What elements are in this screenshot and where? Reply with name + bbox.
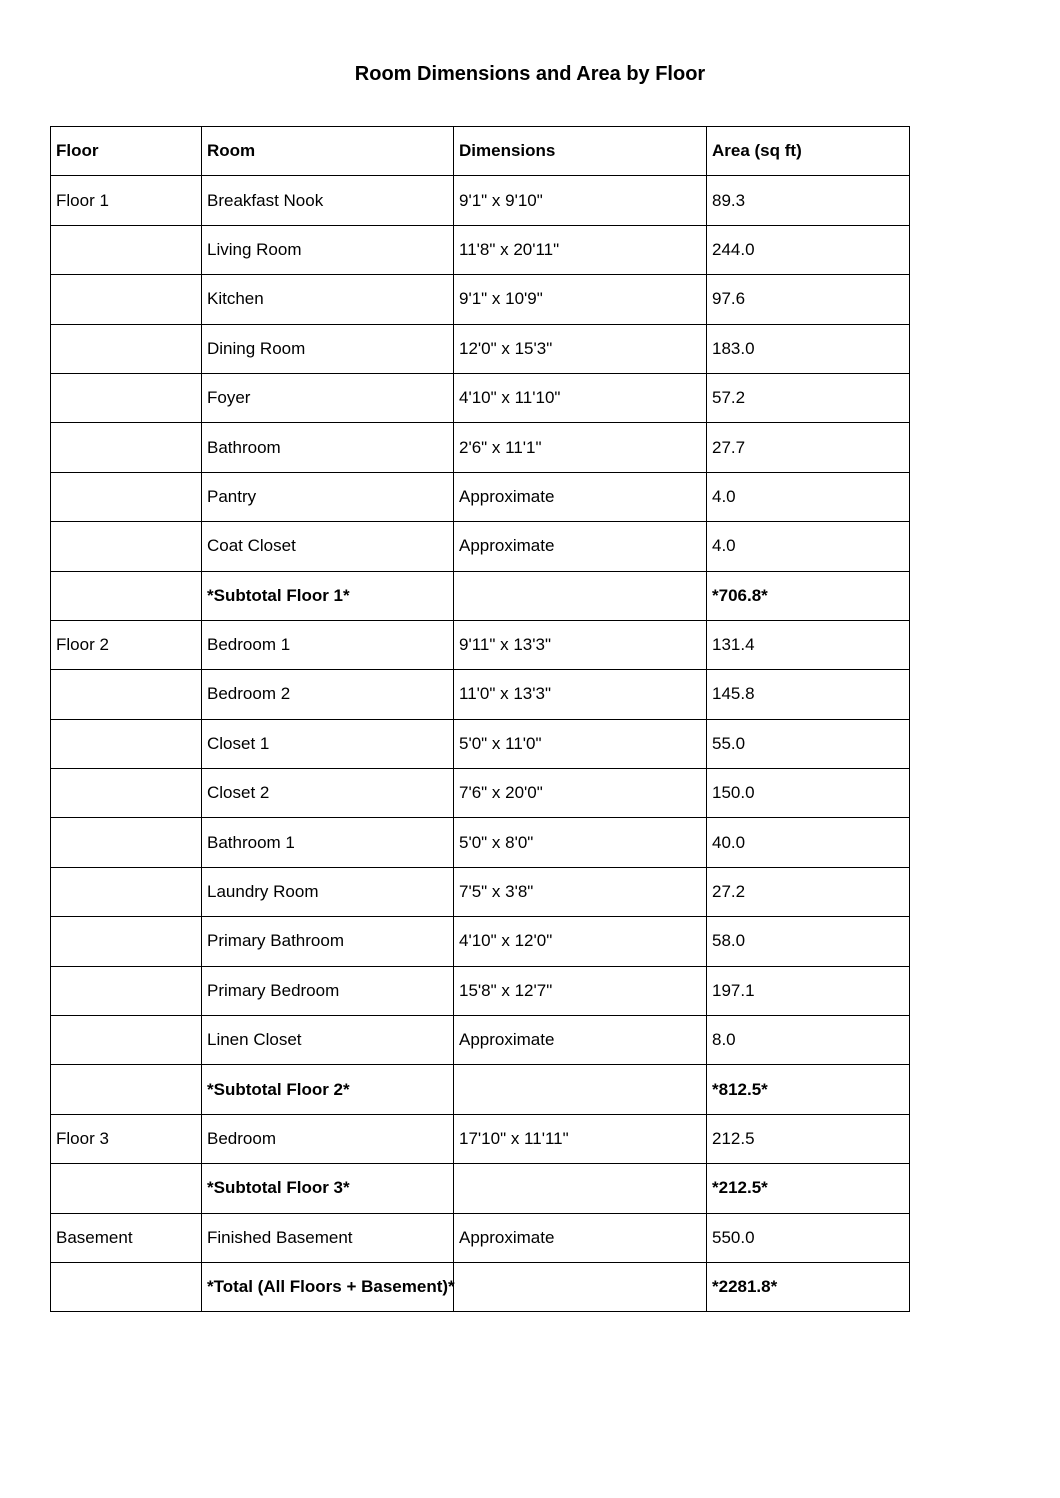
cell-area: 40.0 — [707, 818, 910, 867]
header-room: Room — [202, 127, 454, 176]
cell-area: 58.0 — [707, 917, 910, 966]
cell-area: 244.0 — [707, 225, 910, 274]
cell-room: Bathroom 1 — [202, 818, 454, 867]
table-row — [51, 818, 910, 867]
table-row — [51, 225, 910, 274]
table-row — [51, 769, 910, 818]
cell-floor — [51, 1016, 202, 1065]
cell-dimensions — [454, 571, 707, 620]
cell-dimensions: 5'0" x 8'0" — [454, 818, 707, 867]
table-row — [51, 620, 910, 669]
cell-area: 57.2 — [707, 373, 910, 422]
cell-floor: Floor 3 — [51, 1114, 202, 1163]
cell-room: Foyer — [202, 373, 454, 422]
cell-area: 55.0 — [707, 719, 910, 768]
table-row — [51, 522, 910, 571]
cell-dimensions: 4'10" x 11'10" — [454, 373, 707, 422]
cell-dimensions: 4'10" x 12'0" — [454, 917, 707, 966]
cell-room: Primary Bathroom — [202, 917, 454, 966]
cell-dimensions: 9'11" x 13'3" — [454, 620, 707, 669]
cell-dimensions: Approximate — [454, 472, 707, 521]
cell-room: Breakfast Nook — [202, 176, 454, 225]
cell-area: *706.8* — [707, 571, 910, 620]
table-row — [51, 324, 910, 373]
table-header-row — [51, 127, 910, 176]
cell-area: *812.5* — [707, 1065, 910, 1114]
table-row — [51, 966, 910, 1015]
cell-dimensions — [454, 1164, 707, 1213]
cell-area: 131.4 — [707, 620, 910, 669]
table-row — [51, 472, 910, 521]
table-row — [51, 373, 910, 422]
cell-room: Closet 1 — [202, 719, 454, 768]
cell-floor — [51, 818, 202, 867]
table-row — [51, 917, 910, 966]
cell-floor — [51, 769, 202, 818]
cell-floor — [51, 867, 202, 916]
cell-room: *Subtotal Floor 3* — [202, 1164, 454, 1213]
header-floor: Floor — [51, 127, 202, 176]
cell-dimensions: 11'8" x 20'11" — [454, 225, 707, 274]
cell-room: *Subtotal Floor 2* — [202, 1065, 454, 1114]
cell-floor — [51, 423, 202, 472]
cell-room: Bedroom — [202, 1114, 454, 1163]
cell-dimensions: 9'1" x 9'10" — [454, 176, 707, 225]
table-row — [51, 670, 910, 719]
cell-dimensions — [454, 1262, 707, 1311]
cell-floor: Basement — [51, 1213, 202, 1262]
table-row — [51, 1213, 910, 1262]
cell-room: *Subtotal Floor 1* — [202, 571, 454, 620]
cell-room: Dining Room — [202, 324, 454, 373]
cell-floor — [51, 917, 202, 966]
cell-floor — [51, 225, 202, 274]
cell-area: 150.0 — [707, 769, 910, 818]
table-row — [51, 867, 910, 916]
cell-dimensions: 2'6" x 11'1" — [454, 423, 707, 472]
cell-floor — [51, 522, 202, 571]
cell-dimensions: 17'10" x 11'11" — [454, 1114, 707, 1163]
cell-dimensions: 7'5" x 3'8" — [454, 867, 707, 916]
cell-floor — [51, 472, 202, 521]
cell-floor: Floor 1 — [51, 176, 202, 225]
subtotal-row — [51, 1164, 910, 1213]
cell-area: 183.0 — [707, 324, 910, 373]
cell-dimensions: 9'1" x 10'9" — [454, 275, 707, 324]
cell-area: 212.5 — [707, 1114, 910, 1163]
cell-floor — [51, 719, 202, 768]
cell-floor — [51, 966, 202, 1015]
header-dimensions: Dimensions — [454, 127, 707, 176]
cell-room: Laundry Room — [202, 867, 454, 916]
cell-room: Kitchen — [202, 275, 454, 324]
cell-area: 27.2 — [707, 867, 910, 916]
cell-area: 197.1 — [707, 966, 910, 1015]
cell-room: Primary Bedroom — [202, 966, 454, 1015]
table-row — [51, 1114, 910, 1163]
table-row — [51, 1016, 910, 1065]
cell-floor — [51, 1065, 202, 1114]
table-row — [51, 176, 910, 225]
cell-area: 550.0 — [707, 1213, 910, 1262]
cell-dimensions: Approximate — [454, 1016, 707, 1065]
cell-dimensions: Approximate — [454, 1213, 707, 1262]
cell-dimensions — [454, 1065, 707, 1114]
cell-floor — [51, 1164, 202, 1213]
cell-dimensions: 7'6" x 20'0" — [454, 769, 707, 818]
subtotal-row — [51, 1065, 910, 1114]
cell-room: Bedroom 1 — [202, 620, 454, 669]
table-row — [51, 719, 910, 768]
cell-dimensions: 5'0" x 11'0" — [454, 719, 707, 768]
cell-room: Linen Closet — [202, 1016, 454, 1065]
cell-dimensions: Approximate — [454, 522, 707, 571]
table-row — [51, 275, 910, 324]
subtotal-row — [51, 571, 910, 620]
cell-room: Living Room — [202, 225, 454, 274]
cell-room: Closet 2 — [202, 769, 454, 818]
cell-floor — [51, 670, 202, 719]
cell-area: 97.6 — [707, 275, 910, 324]
cell-area: *2281.8* — [707, 1262, 910, 1311]
cell-room: Coat Closet — [202, 522, 454, 571]
cell-floor — [51, 1262, 202, 1311]
cell-room: Finished Basement — [202, 1213, 454, 1262]
cell-dimensions: 11'0" x 13'3" — [454, 670, 707, 719]
cell-room: *Total (All Floors + Basement)* — [202, 1262, 454, 1311]
cell-area: 145.8 — [707, 670, 910, 719]
cell-floor — [51, 275, 202, 324]
cell-area: *212.5* — [707, 1164, 910, 1213]
cell-dimensions: 15'8" x 12'7" — [454, 966, 707, 1015]
cell-room: Bedroom 2 — [202, 670, 454, 719]
cell-room: Pantry — [202, 472, 454, 521]
cell-floor: Floor 2 — [51, 620, 202, 669]
total-row — [51, 1262, 910, 1311]
cell-area: 89.3 — [707, 176, 910, 225]
cell-area: 8.0 — [707, 1016, 910, 1065]
cell-floor — [51, 373, 202, 422]
cell-floor — [51, 571, 202, 620]
cell-area: 4.0 — [707, 472, 910, 521]
cell-room: Bathroom — [202, 423, 454, 472]
cell-area: 27.7 — [707, 423, 910, 472]
page-title: Room Dimensions and Area by Floor — [354, 63, 706, 85]
room-area-table — [50, 126, 910, 1312]
cell-dimensions: 12'0" x 15'3" — [454, 324, 707, 373]
header-area: Area (sq ft) — [707, 127, 910, 176]
table-row — [51, 423, 910, 472]
cell-area: 4.0 — [707, 522, 910, 571]
cell-floor — [51, 324, 202, 373]
